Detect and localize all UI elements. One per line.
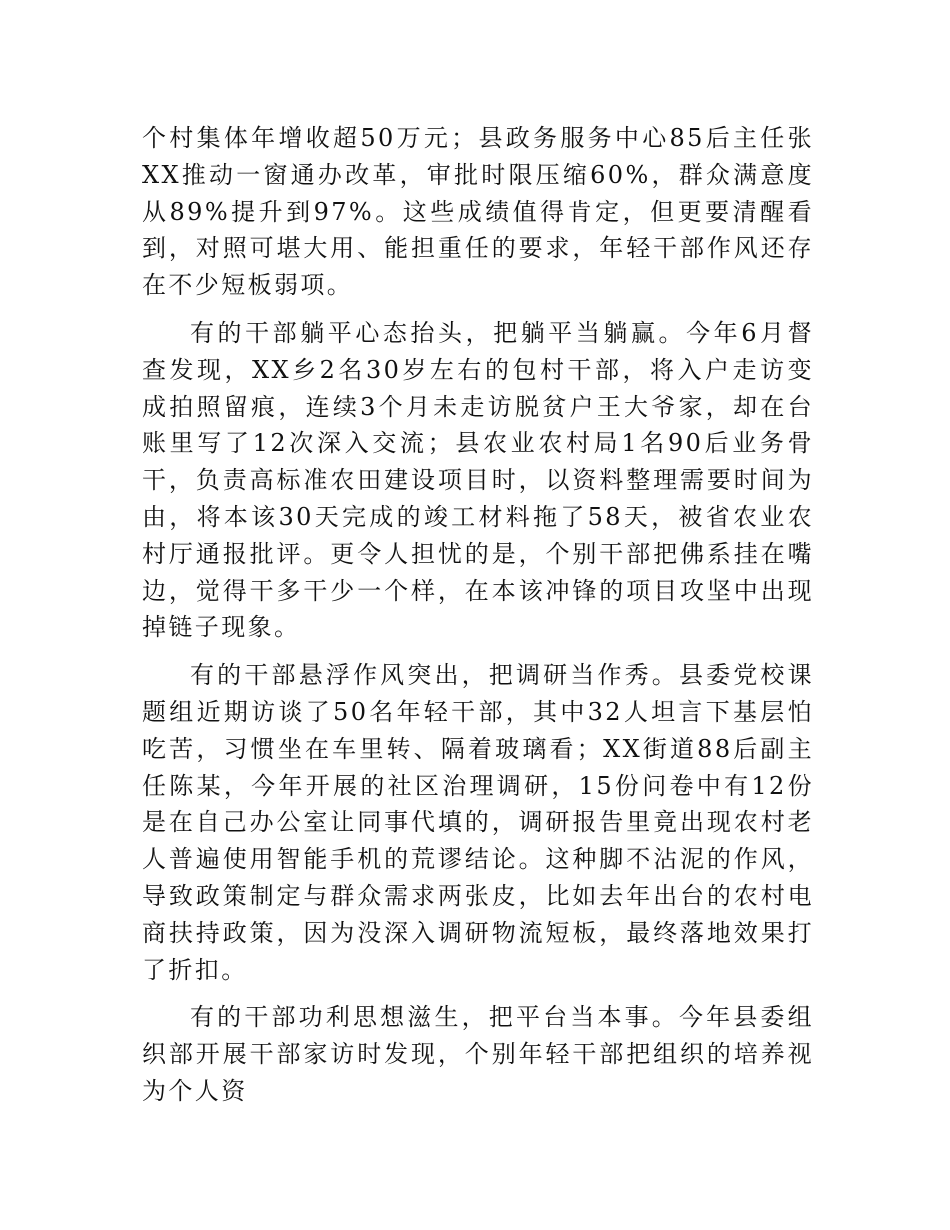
paragraph-4: 有的干部功利思想滋生，把平台当本事。今年县委组织部开展干部家访时发现，个别年轻干部把组织的培养视为个人资 <box>142 1003 814 1105</box>
paragraph-2: 有的干部躺平心态抬头，把躺平当躺赢。今年6月督查发现，XX乡2名30岁左右的包村干部，将入户走访变成拍照留痕，连续3个月未走访脱贫户王大爷家，却在台账里写了12次深入交流；县农业农村局1名90后业务骨干，负责高标准农田建设项目时，以资料整理需要时间为由，将本该30天完成的竣工材料拖了58天，被省农业农村厅通报批评。更令人担忧的是，个别干部把佛系挂在嘴边，觉得干多干少一个样，在本该冲锋的项目攻坚中出现掉链子现象。 <box>142 318 814 642</box>
paragraph-3: 有的干部悬浮作风突出，把调研当作秀。县委党校课题组近期访谈了50名年轻干部，其中32人坦言下基层怕吃苦，习惯坐在车里转、隔着玻璃看；XX街道88后副主任陈某，今年开展的社区治理调研，15份问卷中有12份是在自己办公室让同事代填的，调研报告里竟出现农村老人普遍使用智能手机的荒谬结论。这种脚不沾泥的作风，导致政策制定与群众需求两张皮，比如去年出台的农村电商扶持政策，因为没深入调研物流短板，最终落地效果打了折扣。 <box>142 661 814 984</box>
document-body <box>142 120 814 1121</box>
paragraph-1: 个村集体年增收超50万元；县政务服务中心85后主任张XX推动一窗通办改革，审批时限压缩60%，群众满意度从89%提升到97%。这些成绩值得肯定，但更要清醒看到，对照可堪大用、能担重任的要求，年轻干部作风还存在不少短板弱项。 <box>142 124 814 300</box>
